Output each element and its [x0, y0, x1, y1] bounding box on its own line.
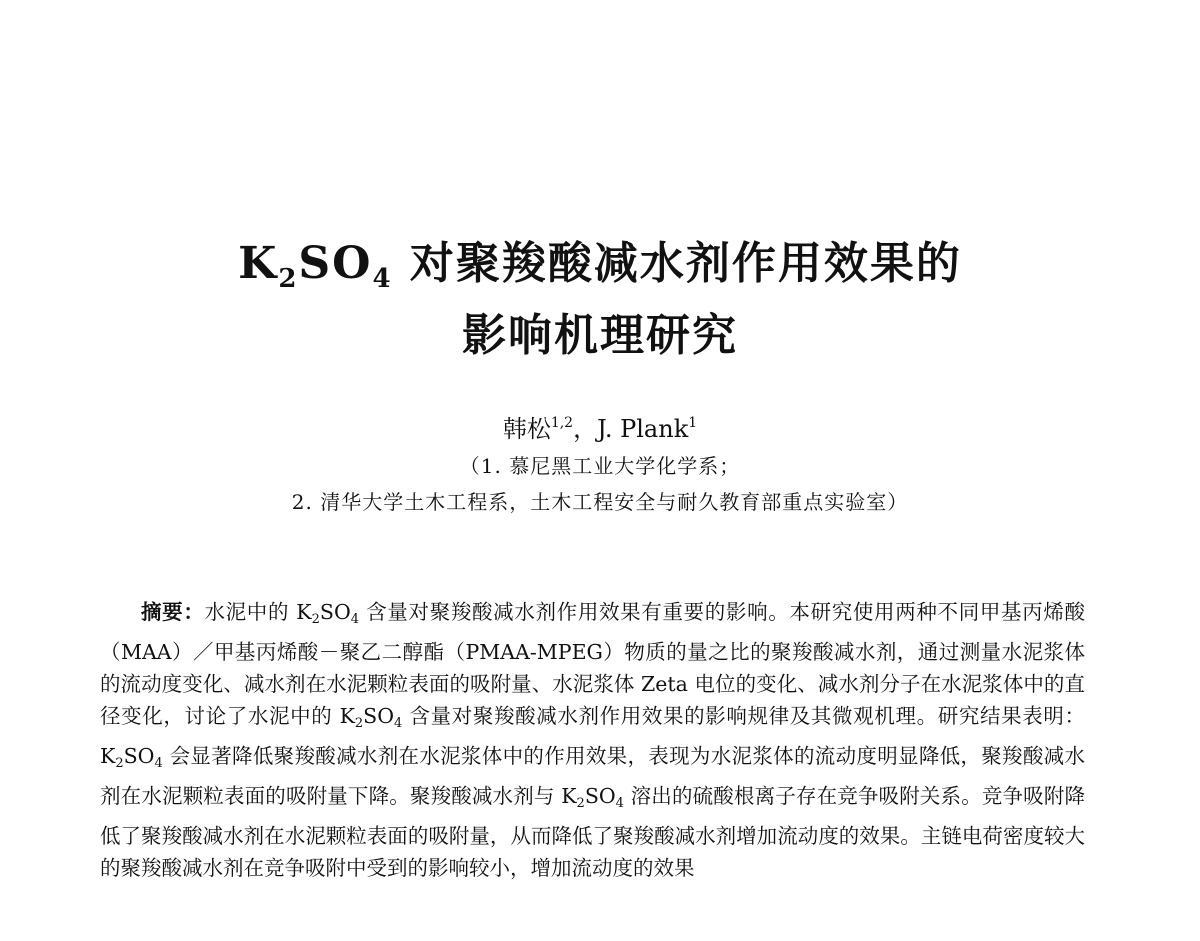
- author-name: J. Plank: [597, 415, 689, 443]
- author-name: 韩松: [502, 415, 551, 443]
- abstract-text: 溶出的硫酸根离子存在竞争吸附关系。竞争吸附降低了聚羧酸减水剂在水泥颗粒表面的吸附量，从而降低了聚羧酸减水剂增加流动度的效果。主链电荷密度较大的聚羧酸减水剂在竞争吸附中受到的影响较小，增加流动度的效果: [100, 784, 1085, 880]
- paper-title-line1: [0, 234, 1200, 309]
- title-text-k: K: [238, 238, 279, 289]
- title-subscript: 4: [372, 264, 393, 294]
- title-text-rest: 对聚羧酸减水剂作用效果的: [392, 238, 962, 289]
- abstract-text: 含量对聚羧酸减水剂作用效果有重要的影响。本研究使用两种不同甲基丙烯酸（MAA）／甲基丙烯酸－聚乙二醇酯（PMAA-MPEG）物质的量之比的聚羧酸减水剂，通过测量水泥浆体的流动度变化、减水剂在水泥颗粒表面的吸附量、水泥浆体 Zeta 电位的变化、减水剂分子在水泥浆体中的直径变化，讨论了水泥中的 K: [100, 600, 1086, 728]
- abstract-text: 会显著降低聚羧酸减水剂在水泥浆体中的作用效果，表现为水泥浆体的流动度明显降低，聚羧酸减水剂在水泥颗粒表面的吸附量下降。聚羧酸减水剂与 K: [100, 744, 1085, 808]
- abstract-subscript: 2: [354, 716, 364, 731]
- paper-title-line2: 影响机理研究: [462, 310, 738, 361]
- abstract-subscript: 4: [350, 612, 360, 627]
- abstract-text: 含量对聚羧酸减水剂作用效果的影响规律及其微观机理。研究结果表明：K: [100, 704, 1085, 768]
- abstract-subscript: 2: [311, 612, 320, 627]
- abstract-subscript: 2: [115, 756, 124, 771]
- abstract-subscript: 2: [576, 796, 585, 811]
- abstract-text: SO: [584, 784, 616, 808]
- author-separator: ，: [573, 415, 598, 443]
- title-subscript: 2: [278, 264, 299, 294]
- author-line: [0, 403, 1200, 449]
- abstract-text: SO: [319, 600, 351, 624]
- abstract-text: SO: [123, 744, 155, 768]
- abstract-text: 水泥中的 K: [204, 600, 312, 624]
- abstract-label: 摘要：: [141, 600, 205, 624]
- abstract-text: SO: [363, 704, 395, 728]
- author-affiliation-mark: 1,2: [550, 415, 574, 431]
- affiliation-line-2: 2. 清华大学土木工程系，土木工程安全与耐久教育部重点实验室）: [291, 490, 909, 514]
- abstract-subscript: 4: [154, 756, 163, 771]
- author-affiliation-mark: 1: [688, 415, 698, 431]
- abstract-subscript: 4: [394, 716, 403, 731]
- abstract: [100, 596, 1085, 884]
- affiliation-line-1: （1. 慕尼黑工业大学化学系；: [459, 454, 741, 478]
- abstract-paragraph: [100, 596, 1085, 884]
- title-text-so: SO: [298, 238, 373, 289]
- abstract-subscript: 4: [615, 796, 624, 811]
